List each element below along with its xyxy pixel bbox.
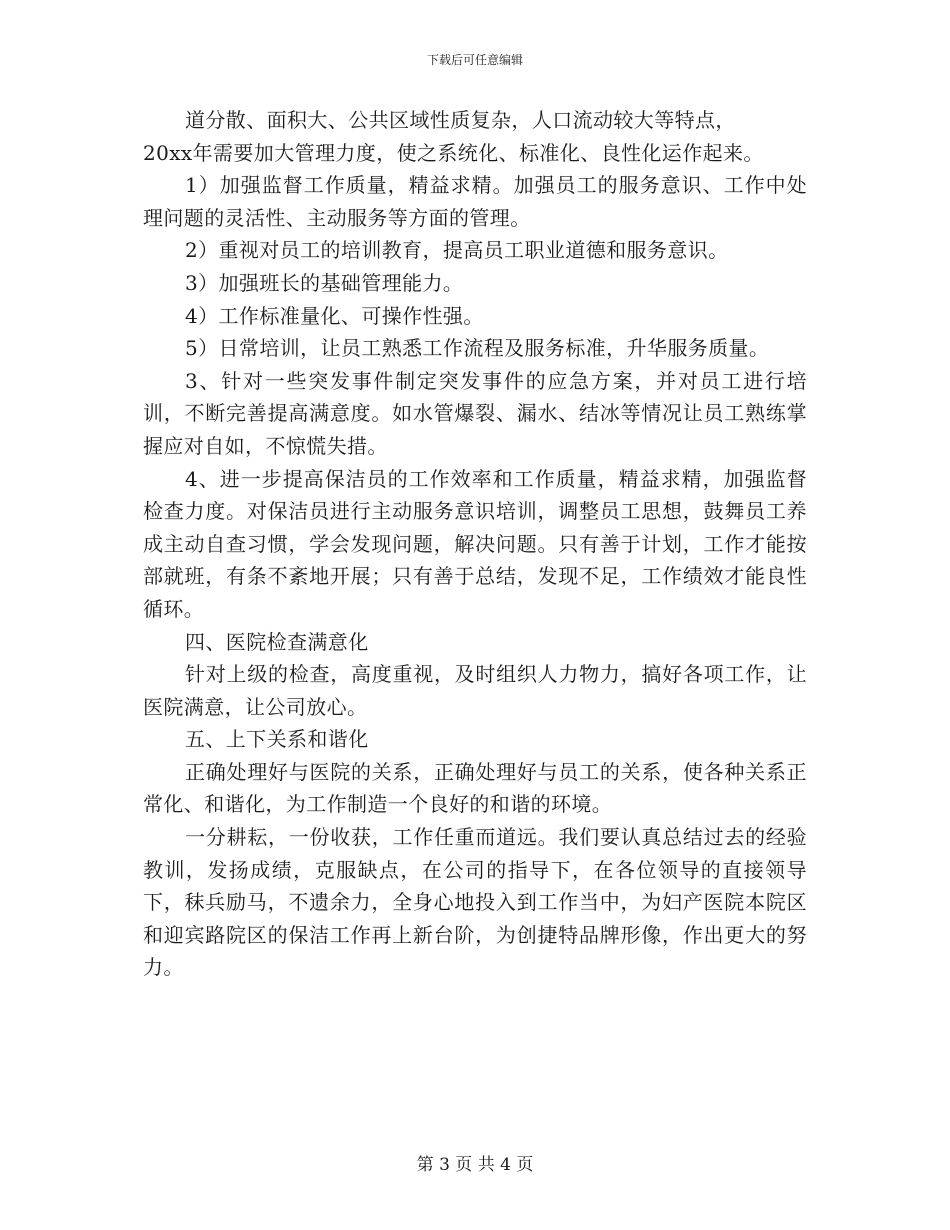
paragraph-point-3: 3、针对一些突发事件制定突发事件的应急方案，并对员工进行培训，不断完善提高满意度。如水管爆裂、漏水、结冰等情况让员工熟练掌握应对自如，不惊慌失措。 [143,368,807,458]
paragraph-continuation: 道分散、面积大、公共区域性质复杂，人口流动较大等特点， [185,108,736,132]
paragraph-point-4: 4、进一步提高保洁员的工作效率和工作质量，精益求精，加强监督检查力度。对保洁员进行主动服务意识培训，调整员工思想，鼓舞员工养成主动自查习惯，学会发现问题，解决问题。只有善于计划，工作才能按部就班，有条不紊地开展；只有善于总结，发现不足，工作绩效才能良性循环。 [143,466,807,621]
paragraph-item-2: 2）重视对员工的培训教育，提高员工职业道德和服务意识。 [185,238,729,263]
paragraph-section-4: 针对上级的检查，高度重视，及时组织人力物力，搞好各项工作，让医院满意，让公司放心。 [143,662,807,719]
section-heading-4: 四、医院检查满意化 [185,629,369,654]
paragraph-item-4: 4）工作标准量化、可操作性强。 [185,303,484,328]
section-heading-5: 五、上下关系和谐化 [185,727,369,752]
paragraph-section-5: 正确处理好与医院的关系，正确处理好与员工的关系，使各种关系正常化、和谐化，为工作制造一个良好的和谐的环境。 [143,759,807,817]
paragraph-continuation-2: 20xx年需要加大管理力度，使之系统化、标准化、良性化运作起来。 [143,140,764,165]
paragraph-item-5: 5）日常培训，让员工熟悉工作流程及服务标准，升华服务质量。 [185,336,770,361]
paragraph-item-3: 3）加强班长的基础管理能力。 [185,270,464,295]
page-number: 第 3 页 共 4 页 [416,1155,534,1175]
paragraph-item-1: 1）加强监督工作质量，精益求精。加强员工的服务意识、工作中处理问题的灵活性、主动服务等方面的管理。 [143,173,807,230]
page-header-note: 下载后可任意编辑 [426,53,523,67]
paragraph-conclusion: 一分耕耘，一份收获，工作任重而道远。我们要认真总结过去的经验教训，发扬成绩，克服缺点，在公司的指导下，在各位领导的直接领导下，秣兵励马，不遗余力，全身心地投入到工作当中，为妇产医院本院区和迎宾路院区的保洁工作再上新台阶，为创捷特品牌形像，作出更大的努力。 [143,825,807,980]
document-body [143,104,807,984]
